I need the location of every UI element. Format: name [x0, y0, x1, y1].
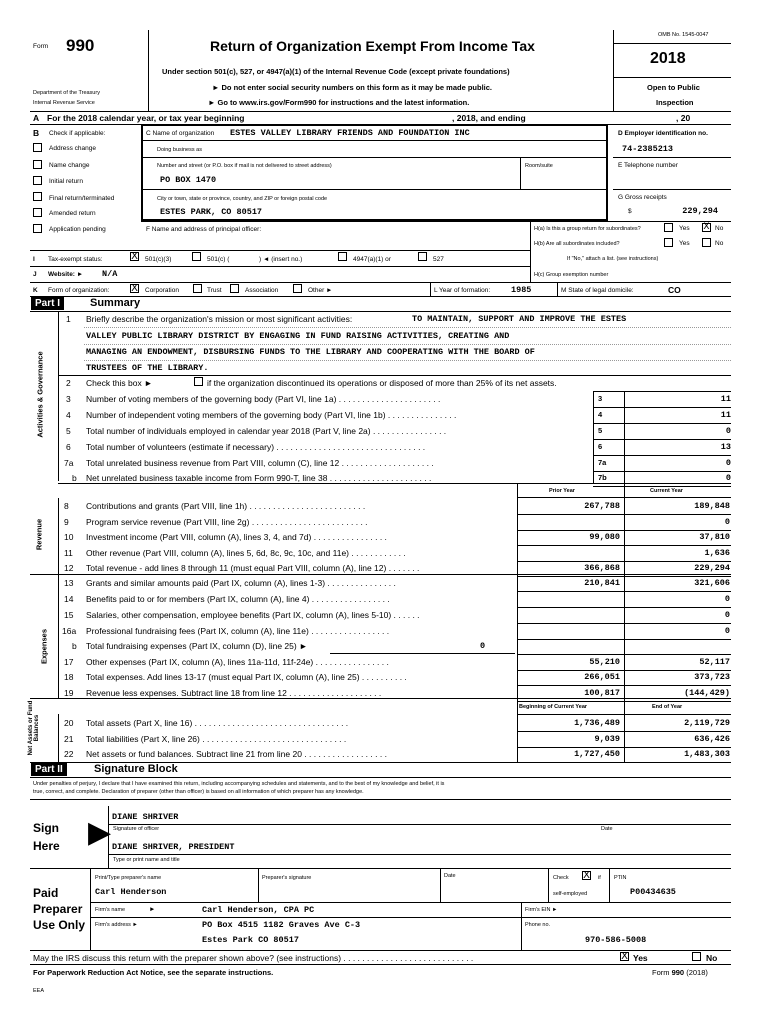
discontinued-checkbox[interactable] — [194, 377, 203, 386]
exp-prior-value: 55,210 — [589, 657, 620, 667]
mission-line-4: TRUSTEES OF THE LIBRARY. — [86, 363, 209, 373]
exp-current-value: 52,117 — [699, 657, 730, 667]
gov-line-rule — [593, 423, 731, 424]
part-2-label: Part II — [31, 763, 67, 776]
title-label: Type or print name and title — [113, 857, 180, 863]
firm-phone: 970-586-5008 — [585, 935, 647, 945]
gov-line-num: 5 — [66, 426, 71, 436]
rev-prior-value: 267,788 — [584, 501, 620, 511]
row-i-letter: I — [33, 256, 35, 263]
net-prior-value: 1,736,489 — [574, 718, 620, 728]
exp-line-text: Grants and similar amounts paid (Part IX, column (A), lines 1-3) . . . . . . . . . . . . . . . — [86, 578, 396, 588]
exp-line-rule — [517, 670, 731, 671]
net-line-text: Net assets or fund balances. Subtract line 21 from line 20 . . . . . . . . . . . . . . . . . . — [86, 749, 387, 759]
status-4947-label: 4947(a)(1) or — [353, 256, 391, 263]
street-address: PO BOX 1470 — [160, 175, 217, 185]
if-label: if — [598, 875, 601, 881]
net-line-text: Total liabilities (Part X, line 26) . . . . . . . . . . . . . . . . . . . . . . . . . . . . . . . — [86, 734, 347, 744]
firm-address-line-1: PO Box 4515 1182 Graves Ave C-3 — [202, 920, 361, 930]
box-b-letter: B — [33, 128, 40, 138]
gov-line-box: 3 — [598, 394, 603, 403]
rev-current-value: 189,848 — [694, 501, 730, 511]
prep-date-label: Date — [444, 873, 456, 879]
form-label: Form — [33, 43, 49, 50]
gross-currency: $ — [628, 208, 632, 215]
irs-discuss-text: May the IRS discuss this return with the preparer shown above? (see instructions) . . . . . . . . . . . . . . . . . . . . . . . . . . . . — [33, 953, 474, 963]
exp-prior-value: 100,817 — [584, 688, 620, 698]
gov-box-divider — [593, 391, 594, 483]
footer-form-number: Form 990 (2018) — [652, 968, 708, 977]
tax-exempt-label: Tax-exempt status: — [48, 256, 103, 263]
gov-line-text: Total number of individuals employed in calendar year 2018 (Part V, line 2a) . . . . . . . . . . . . . . . . — [86, 426, 447, 436]
gov-line-num: 3 — [66, 394, 71, 404]
other-org-checkbox[interactable] — [293, 284, 302, 293]
net-prior-value: 1,727,450 — [574, 749, 620, 759]
line-2-text: Check this box ► — [86, 378, 153, 388]
exp-line-rule — [517, 607, 731, 608]
side-net-assets: Net Assets or Fund Balances — [28, 700, 40, 756]
net-line-num: 20 — [64, 718, 74, 728]
exp-line-text: Total expenses. Add lines 13-17 (must equal Part IX, column (A), line 25) . . . . . . . . . . — [86, 672, 407, 682]
gov-line-text: Total unrelated business revenue from Part VIII, column (C), line 12 . . . . . . . . . . . . . . . . . . . . — [86, 458, 434, 468]
address-change-checkbox[interactable] — [33, 143, 42, 152]
exp-line-num: 19 — [64, 688, 74, 698]
paid-label: Paid — [33, 886, 59, 900]
ha-label: H(a) Is this a group return for subordinates? — [534, 226, 641, 232]
mission-line-1: TO MAINTAIN, SUPPORT AND IMPROVE THE ESTES — [412, 314, 627, 324]
exp-line-text: Professional fundraising fees (Part IX, column (A), line 11e) . . . . . . . . . . . . . . . . . — [86, 626, 390, 636]
rev-line-num: 9 — [64, 517, 69, 527]
status-527-checkbox[interactable] — [418, 252, 427, 261]
preparer-name: Carl Henderson — [95, 887, 167, 897]
exp-line-text: Salaries, other compensation, employee benefits (Part IX, column (A), lines 5-10) . . . . . . — [86, 610, 420, 620]
trust-checkbox[interactable] — [193, 284, 202, 293]
exp-current-value: 0 — [724, 594, 730, 604]
open-to-public: Open to Public — [647, 83, 700, 92]
exp-line-num: 15 — [64, 610, 74, 620]
box-b-label: Check if applicable: — [49, 130, 106, 137]
ha-no-label: No — [715, 225, 724, 232]
ein-value: 74-2385213 — [622, 144, 674, 154]
rev-line-num: 11 — [64, 548, 73, 558]
gov-line-value: 0 — [725, 473, 731, 483]
hb-yes-label: Yes — [679, 240, 690, 247]
exp-line-text: Other expenses (Part IX, column (A), lines 11a-11d, 11f-24e) . . . . . . . . . . . . . . . . — [86, 657, 389, 667]
exp-line-num: 13 — [64, 578, 74, 588]
amended-return-checkbox[interactable] — [33, 208, 42, 217]
net-line-rule — [517, 747, 731, 748]
gov-value-divider — [624, 391, 625, 483]
mission-line-3: MANAGING AN ENDOWMENT, DISBURSING FUNDS TO THE LIBRARY AND COOPERATING WITH THE BOARD OF — [86, 347, 535, 357]
exp-line-text: Revenue less expenses. Subtract line 18 from line 12 . . . . . . . . . . . . . . . . . . . . — [86, 688, 382, 698]
status-4947-checkbox[interactable] — [338, 252, 347, 261]
prep-name-label: Print/Type preparer's name — [95, 875, 162, 881]
exp-line-num: 16a — [62, 626, 77, 636]
gov-line-value: 11 — [720, 394, 731, 404]
corporation-checkbox[interactable]: X — [131, 283, 138, 294]
side-expenses: Expenses — [39, 628, 49, 665]
exp-line-rule — [517, 685, 731, 686]
exp-line-rule — [517, 591, 731, 592]
gross-receipts-value: 229,294 — [682, 206, 718, 216]
gov-line-rule — [593, 471, 731, 472]
row-a-end: , 20 — [676, 113, 691, 123]
name-change-checkbox[interactable] — [33, 160, 42, 169]
goto-notice: ► Go to www.irs.gov/Form990 for instructions and the latest information. — [208, 98, 470, 107]
rev-prior-value: 366,868 — [584, 563, 620, 573]
exp-current-value: 0 — [724, 626, 730, 636]
rev-line-rule — [517, 530, 731, 531]
exp-line-rule — [517, 654, 731, 655]
eea-mark: EEA — [33, 988, 45, 994]
side-activities-governance: Activities & Governance — [35, 351, 45, 438]
gov-line-box: 7b — [598, 473, 607, 482]
hb-note: If "No," attach a list. (see instructions) — [567, 256, 659, 262]
perjury-line-2: true, correct, and complete. Declaration of preparer (other than officer) is based on all information of which preparer has any knowledge. — [33, 789, 364, 795]
exp-line-num: 14 — [64, 594, 74, 604]
exp-prior-value: 210,841 — [584, 578, 620, 588]
form-of-org-label: Form of organization: — [48, 287, 110, 294]
website-label: Website: ► — [48, 271, 84, 278]
exp-line-num: b — [72, 641, 77, 651]
preparer-label: Preparer — [33, 902, 83, 916]
irs-discuss-yes-checkbox[interactable]: X — [621, 951, 628, 962]
phone-label: E Telephone number — [618, 162, 678, 169]
sign-label: Sign — [33, 821, 59, 835]
prep-sig-label: Preparer's signature — [262, 875, 312, 881]
signature-date-label: Date — [601, 826, 613, 832]
eoy-header: End of Year — [652, 704, 683, 710]
trust-label: Trust — [207, 287, 222, 294]
rev-line-text: Other revenue (Part VIII, column (A), lines 5, 6d, 8c, 9c, 10c, and 11e) . . . . . . . . . . . . — [86, 548, 406, 558]
ha-yes-checkbox[interactable] — [664, 223, 673, 232]
status-501c-label: 501(c) ( — [207, 256, 230, 263]
gov-line-rule — [593, 407, 731, 408]
exp-line-rule — [517, 701, 731, 702]
amended-return-label: Amended return — [49, 210, 96, 217]
omb-number: OMB No. 1545-0047 — [658, 32, 709, 38]
gov-line-value: 13 — [720, 442, 731, 452]
officer-name: DIANE SHRIVER — [112, 812, 179, 822]
room-label: Room/suite — [525, 163, 553, 169]
net-line-rule — [517, 731, 731, 732]
boy-header: Beginning of Current Year — [519, 704, 588, 710]
association-label: Association — [245, 287, 279, 294]
form-title: Return of Organization Exempt From Income Tax — [210, 38, 535, 54]
row-a-mid: , 2018, and ending — [452, 113, 526, 123]
corporation-label: Corporation — [145, 287, 179, 294]
rev-line-text: Total revenue - add lines 8 through 11 (must equal Part VIII, column (A), line 12) . . . . . . . — [86, 563, 420, 573]
rev-line-num: 12 — [64, 563, 74, 573]
gov-line-box: 4 — [598, 410, 603, 419]
irs-discuss-no-checkbox[interactable] — [692, 952, 701, 961]
gov-top-rule — [593, 391, 731, 392]
firm-address-line-2: Estes Park CO 80517 — [202, 935, 299, 945]
exp-line-num: 18 — [64, 672, 74, 682]
check-label: Check — [553, 875, 569, 881]
form-subtitle: Under section 501(c), 527, or 4947(a)(1) of the Internal Revenue Code (except private foundations) — [162, 67, 510, 76]
ha-no-checkbox[interactable]: X — [703, 222, 710, 232]
gov-line-rule — [593, 455, 731, 456]
part-2-title: Signature Block — [94, 763, 178, 775]
firm-name: Carl Henderson, CPA PC — [202, 905, 315, 915]
ha-yes-label: Yes — [679, 225, 690, 232]
rev-current-value: 0 — [724, 517, 730, 527]
gov-line-rule — [593, 486, 731, 487]
officer-title: DIANE SHRIVER, PRESIDENT — [112, 842, 235, 852]
ptin-label: PTIN — [614, 875, 627, 881]
final-return-label: Final return/terminated — [49, 195, 115, 202]
exp-line-text: Total fundraising expenses (Part IX, column (D), line 25) ► — [86, 641, 308, 651]
gov-line-value: 0 — [725, 426, 731, 436]
gov-line-num: 7a — [64, 458, 74, 468]
org-name: ESTES VALLEY LIBRARY FRIENDS AND FOUNDATION INC — [230, 128, 470, 138]
exp-inline-value: 0 — [480, 641, 486, 651]
other-org-label: Other ► — [308, 287, 333, 294]
irs-discuss-no-label: No — [706, 953, 718, 963]
year-formation-label: L Year of formation: — [434, 287, 491, 294]
rev-line-rule — [517, 545, 731, 546]
rev-prior-value: 99,080 — [589, 532, 620, 542]
net-line-rule — [517, 762, 731, 763]
line-2-num: 2 — [66, 378, 71, 388]
firm-name-arrow-icon: ► — [149, 906, 156, 913]
status-527-label: 527 — [433, 256, 444, 263]
dept-line-1: Department of the Treasury — [33, 90, 100, 96]
initial-return-label: Initial return — [49, 178, 83, 185]
city-state-zip: ESTES PARK, CO 80517 — [160, 207, 263, 217]
use-only-label: Use Only — [33, 918, 86, 932]
principal-officer-label: F Name and address of principal officer: — [146, 226, 262, 233]
line-1-num: 1 — [66, 314, 71, 324]
exp-inline-rule — [330, 653, 515, 654]
row-k-letter: K — [33, 287, 38, 294]
exp-line-num: 17 — [64, 657, 74, 667]
initial-return-checkbox[interactable] — [33, 176, 42, 185]
hb-yes-checkbox[interactable] — [664, 238, 673, 247]
prior-year-header: Prior Year — [549, 488, 575, 494]
row-j-letter: J — [33, 271, 37, 278]
exp-line-rule — [517, 639, 731, 640]
perjury-line-1: Under penalties of perjury, I declare that I have examined this return, including accompanying schedules and statements, and to the best of my knowledge and belief, it is — [33, 781, 445, 787]
self-employed-label: self-employed — [553, 891, 588, 897]
rev-current-value: 229,294 — [694, 563, 730, 573]
application-pending-label: Application pending — [49, 226, 106, 233]
row-a-text: For the 2018 calendar year, or tax year beginning — [47, 113, 245, 123]
domicile-label: M State of legal domicile: — [561, 287, 634, 294]
part-1-title: Summary — [90, 297, 141, 309]
hb-no-label: No — [715, 240, 724, 247]
gov-line-text: Total number of volunteers (estimate if necessary) . . . . . . . . . . . . . . . . . . . . . . . . . . . . . . . . — [86, 442, 426, 452]
rev-line-rule — [517, 576, 731, 577]
firm-address-label: Firm's address ► — [95, 922, 138, 928]
here-label: Here — [33, 839, 60, 853]
exp-current-value: 373,723 — [694, 672, 730, 682]
rev-current-value: 1,636 — [704, 548, 730, 558]
rev-line-rule — [517, 514, 731, 515]
inspection: Inspection — [656, 98, 694, 107]
hc-label: H(c) Group exemption number — [534, 272, 609, 278]
net-current-value: 2,119,729 — [684, 718, 730, 728]
hb-no-checkbox[interactable] — [702, 238, 711, 247]
rev-line-text: Contributions and grants (Part VIII, line 1h) . . . . . . . . . . . . . . . . . . . . . . . . . — [86, 501, 366, 511]
tax-year: 2018 — [650, 50, 686, 67]
domicile-value: CO — [668, 285, 681, 295]
side-revenue: Revenue — [34, 518, 44, 551]
irs-discuss-yes-label: Yes — [633, 953, 648, 963]
firm-name-label: Firm's name — [95, 907, 126, 913]
rev-current-value: 37,810 — [699, 532, 730, 542]
no-ssn-notice: ► Do not enter social security numbers on this form as it may be made public. — [212, 83, 492, 92]
ptin-value: P00434635 — [630, 887, 676, 897]
firm-ein-label: Firm's EIN ► — [525, 907, 558, 913]
rev-line-text: Investment income (Part VIII, column (A), lines 3, 4, and 7d) . . . . . . . . . . . . . . . . — [86, 532, 387, 542]
final-return-checkbox[interactable] — [33, 192, 42, 201]
exp-current-value: 0 — [724, 610, 730, 620]
self-employed-checkbox[interactable]: X — [583, 870, 590, 881]
gov-line-box: 6 — [598, 442, 603, 451]
form-number: 990 — [66, 36, 95, 55]
exp-current-value: (144,429) — [684, 688, 730, 698]
row-a-letter: A — [33, 113, 40, 123]
net-current-value: 636,426 — [694, 734, 730, 744]
exp-line-rule — [517, 623, 731, 624]
address-change-label: Address change — [49, 145, 96, 152]
city-label: City or town, state or province, country, and ZIP or foreign postal code — [157, 196, 328, 202]
net-line-num: 22 — [64, 749, 74, 759]
exp-line-text: Benefits paid to or for members (Part IX, column (A), line 4) . . . . . . . . . . . . . . . . . — [86, 594, 390, 604]
status-501c-checkbox[interactable] — [192, 252, 201, 261]
exp-prior-value: 266,051 — [584, 672, 620, 682]
name-change-label: Name change — [49, 162, 90, 169]
ein-label: D Employer identification no. — [618, 130, 708, 137]
net-line-num: 21 — [64, 734, 74, 744]
year-formation-value: 1985 — [511, 285, 532, 295]
mission-line-2: VALLEY PUBLIC LIBRARY DISTRICT BY ENGAGING IN FUND RAISING ACTIVITIES, CREATING AND — [86, 331, 510, 341]
application-pending-checkbox[interactable] — [33, 224, 42, 233]
gov-line-rule — [593, 439, 731, 440]
gov-line-text: Net unrelated business taxable income from Form 990-T, line 38 . . . . . . . . . . . . . . . . . . . . . . — [86, 473, 432, 483]
dba-label: Doing business as — [157, 147, 202, 153]
phone-no-label: Phone no. — [525, 922, 551, 928]
gov-line-text: Number of voting members of the governing body (Part VI, line 1a) . . . . . . . . . . . . . . . . . . . . . . — [86, 394, 441, 404]
gov-line-box: 5 — [598, 426, 603, 435]
net-current-value: 1,483,303 — [684, 749, 730, 759]
status-501c3-label: 501(c)(3) — [145, 256, 172, 263]
part-1-label: Part I — [31, 297, 64, 310]
website-value: N/A — [102, 269, 118, 279]
gov-line-value: 11 — [720, 410, 731, 420]
current-year-header: Current Year — [650, 488, 683, 494]
status-501c3-checkbox[interactable]: X — [131, 251, 138, 262]
exp-current-value: 321,606 — [694, 578, 730, 588]
gov-line-num: 6 — [66, 442, 71, 452]
line-1-text: Briefly describe the organization's mission or most significant activities: — [86, 314, 353, 324]
rev-line-num: 10 — [64, 532, 74, 542]
association-checkbox[interactable] — [230, 284, 239, 293]
street-label: Number and street (or P.O. box if mail is not delivered to street address) — [157, 163, 332, 169]
sign-here-arrow-icon: ▶ — [88, 816, 112, 849]
gov-line-num: b — [72, 473, 77, 483]
rev-line-rule — [517, 561, 731, 562]
gross-receipts-label: G Gross receipts — [618, 194, 667, 201]
rev-line-text: Program service revenue (Part VIII, line 2g) . . . . . . . . . . . . . . . . . . . . . . . . . — [86, 517, 368, 527]
rev-line-num: 8 — [64, 501, 69, 511]
gov-line-text: Number of independent voting members of the governing body (Part VI, line 1b) . . . . . . . . . . . . . . . — [86, 410, 457, 420]
gov-line-value: 0 — [725, 458, 731, 468]
gov-line-box: 7a — [598, 458, 607, 467]
hb-label: H(b) Are all subordinates included? — [534, 241, 620, 247]
signature-of-officer-label: Signature of officer — [113, 826, 160, 832]
dept-line-2: Internal Revenue Service — [33, 100, 95, 106]
org-name-label: C Name of organization — [146, 130, 215, 137]
gov-line-num: 4 — [66, 410, 71, 420]
status-501c-insert: ) ◄ (insert no.) — [259, 256, 303, 263]
line-2-text-b: if the organization discontinued its operations or disposed of more than 25% of its net assets. — [207, 378, 557, 388]
paperwork-notice: For Paperwork Reduction Act Notice, see the separate instructions. — [33, 968, 274, 977]
net-prior-value: 9,039 — [594, 734, 620, 744]
net-line-text: Total assets (Part X, line 16) . . . . . . . . . . . . . . . . . . . . . . . . . . . . . . . . . — [86, 718, 349, 728]
